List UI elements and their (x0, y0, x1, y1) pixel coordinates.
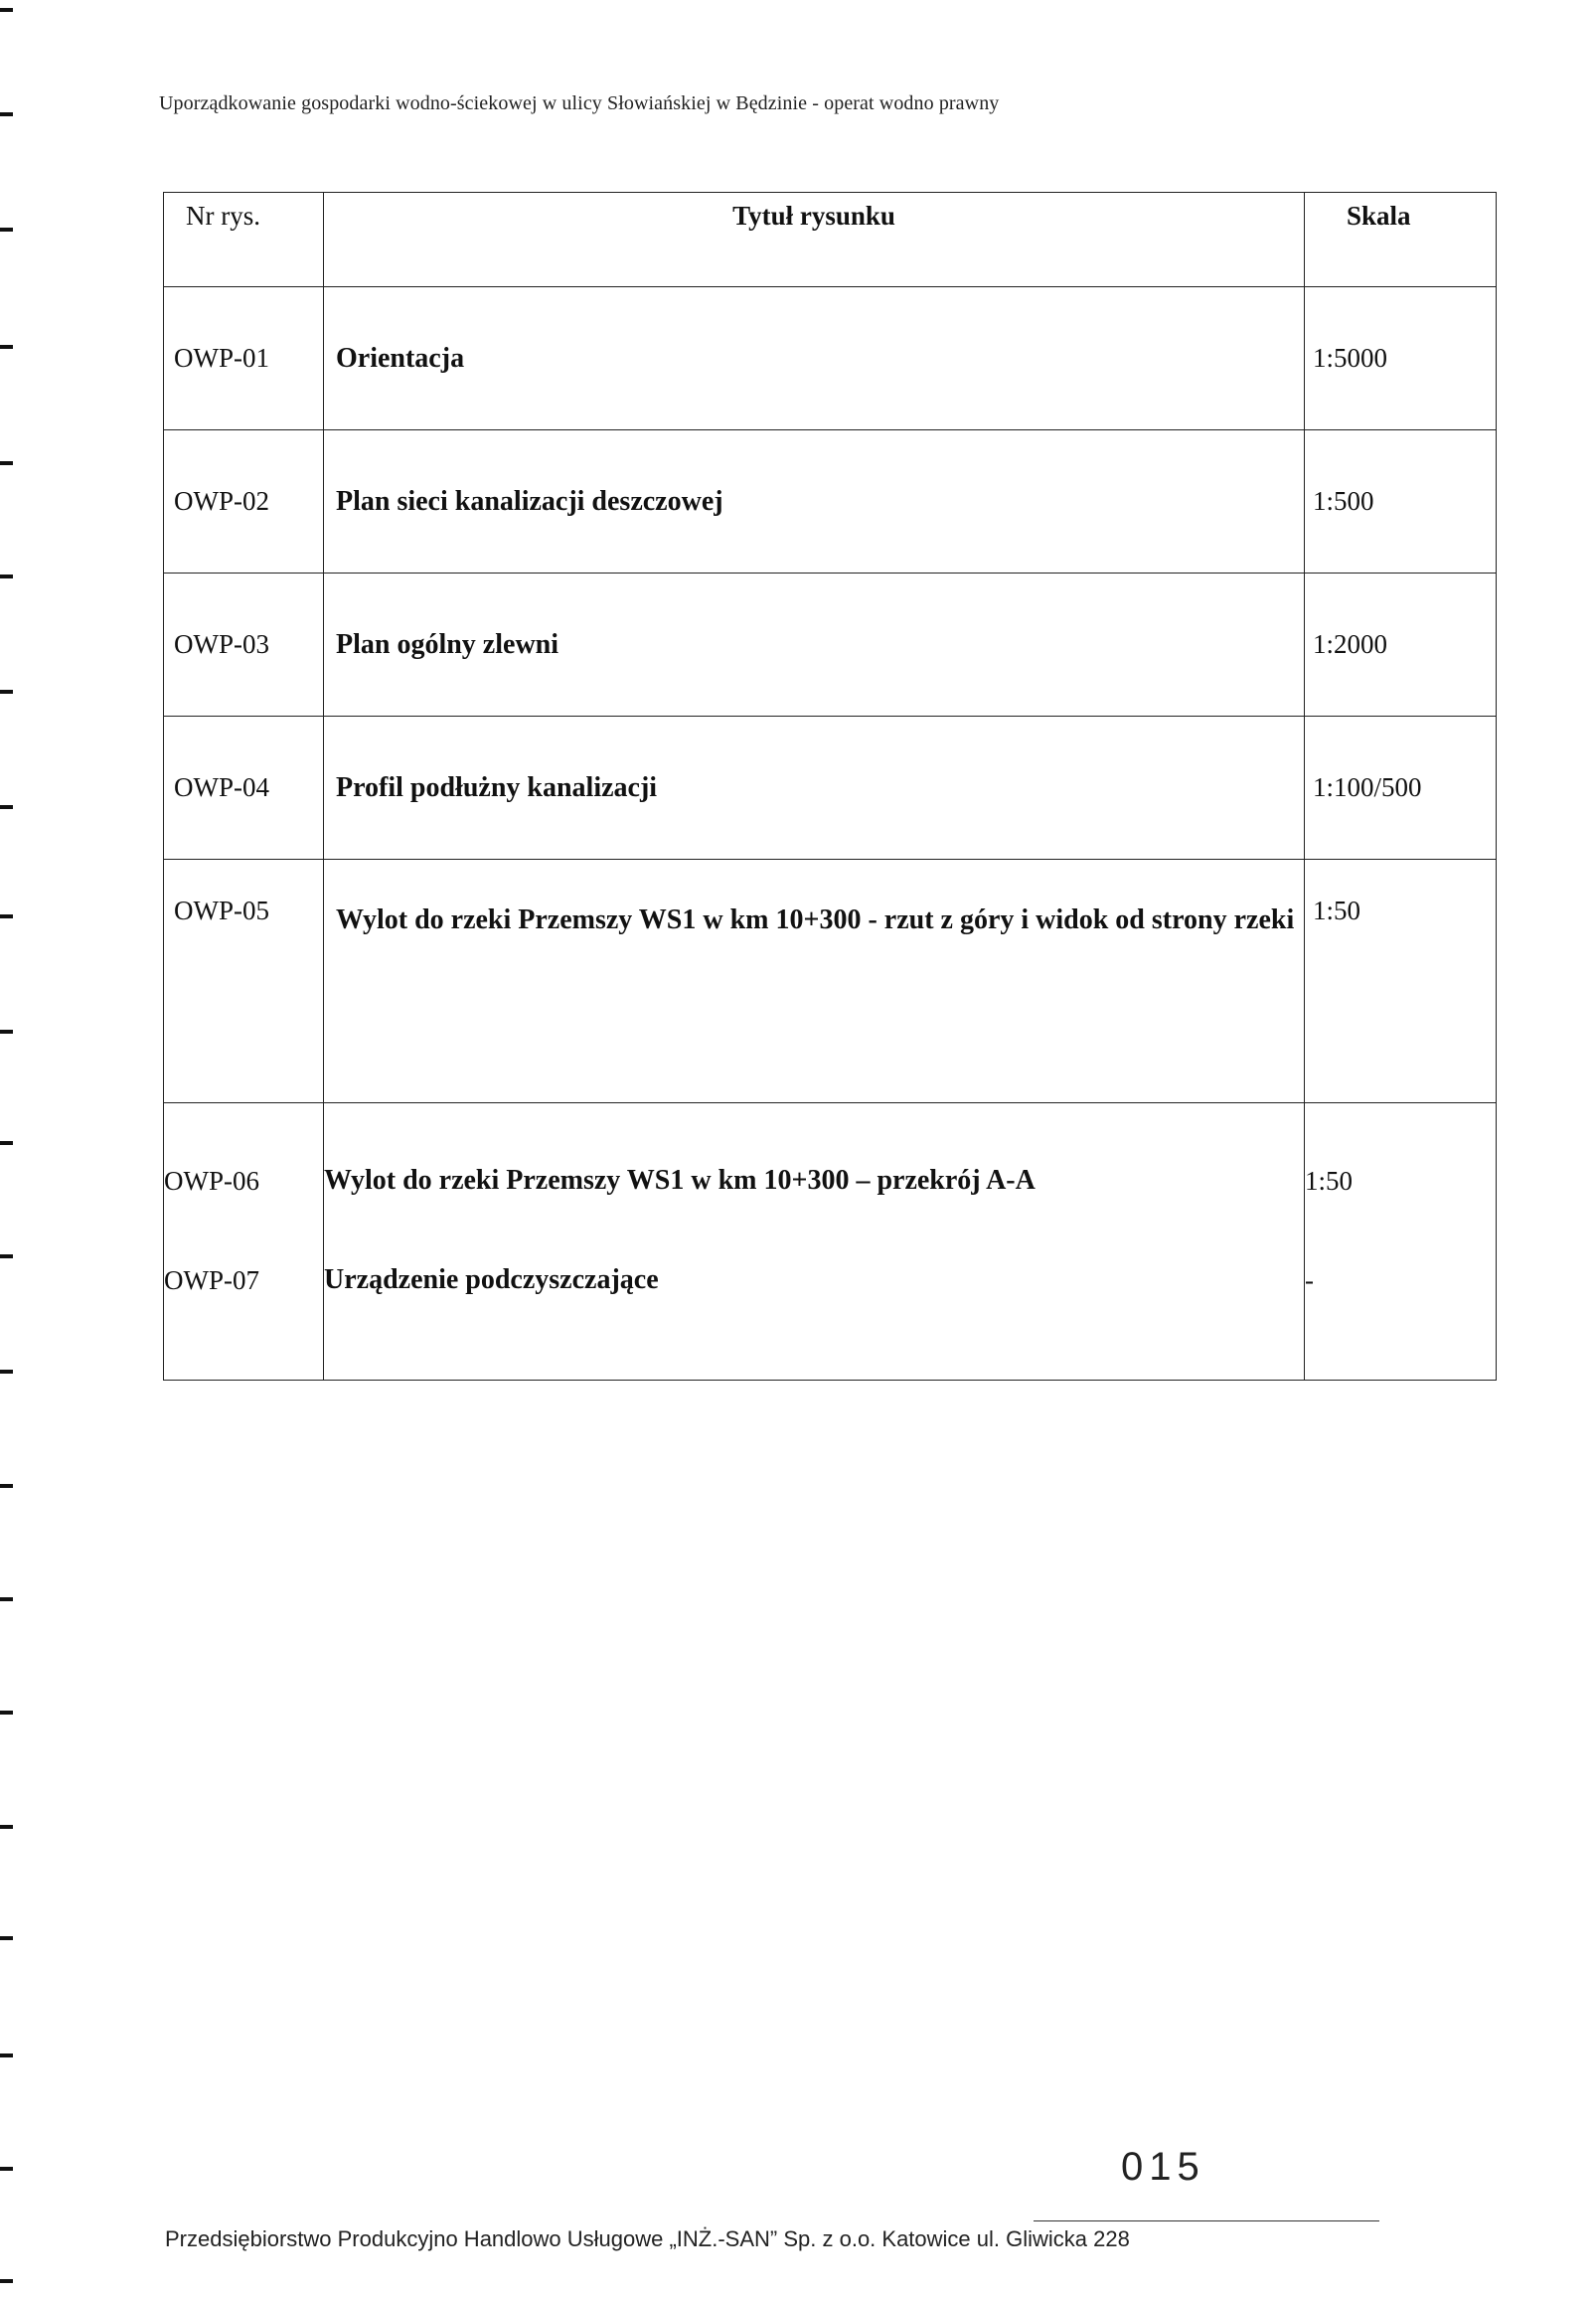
table-row (164, 430, 1497, 574)
drawing-scale: 1:2000 (1305, 574, 1497, 717)
drawing-title: Wylot do rzeki Przemszy WS1 w km 10+300 – przekrój A-A (324, 1165, 1036, 1196)
drawing-scale: 1:50 (1305, 860, 1497, 1103)
margin-mark (0, 805, 13, 809)
drawings-table (163, 192, 1497, 1381)
drawing-number: OWP-07 (164, 1264, 259, 1295)
margin-mark (0, 1936, 13, 1940)
margin-mark (0, 2279, 13, 2283)
drawing-scale: 1:50 (1305, 1165, 1354, 1196)
column-header-scale: Skala (1305, 193, 1497, 287)
drawing-number: OWP-02 (164, 430, 324, 574)
margin-mark (0, 461, 13, 465)
drawing-scale: 1:5000 (1305, 287, 1497, 430)
margin-mark (0, 1484, 13, 1488)
drawing-title: Plan sieci kanalizacji deszczowej (324, 430, 1305, 574)
drawing-scale: - (1305, 1264, 1314, 1295)
margin-mark (0, 112, 13, 116)
margin-mark (0, 1597, 13, 1601)
table-header-row (164, 193, 1497, 287)
margin-mark (0, 2167, 13, 2171)
drawing-number: OWP-01 (164, 287, 324, 430)
drawing-title: Urządzenie podczyszczające (324, 1264, 659, 1295)
table-row (164, 717, 1497, 860)
margin-mark (0, 1711, 13, 1715)
margin-mark (0, 1825, 13, 1829)
drawing-scale: 1:500 (1305, 430, 1497, 574)
drawing-scale-cell (1305, 1103, 1497, 1381)
footer-rule (1034, 2220, 1379, 2221)
table-row (164, 574, 1497, 717)
margin-mark (0, 345, 13, 349)
margin-mark (0, 1254, 13, 1258)
column-header-nr: Nr rys. (164, 193, 324, 287)
drawing-number: OWP-03 (164, 574, 324, 717)
margin-mark (0, 574, 13, 578)
drawing-title: Orientacja (324, 287, 1305, 430)
margin-mark (0, 1030, 13, 1034)
page-number: 015 (1121, 2145, 1205, 2189)
drawing-scale: 1:100/500 (1305, 717, 1497, 860)
drawing-title: Wylot do rzeki Przemszy WS1 w km 10+300 - rzut z góry i widok od strony rzeki (324, 860, 1305, 1103)
drawing-number-cell (164, 1103, 324, 1381)
document-footer: Przedsiębiorstwo Produkcyjno Handlowo Usługowe „INŻ.-SAN” Sp. z o.o. Katowice ul. Gliwicka 228 (165, 2226, 1130, 2251)
column-header-title: Tytuł rysunku (324, 193, 1305, 287)
table-row (164, 287, 1497, 430)
margin-mark (0, 2053, 13, 2057)
drawing-number: OWP-05 (164, 860, 324, 1103)
drawing-title-cell (324, 1103, 1305, 1381)
margin-mark (0, 1141, 13, 1145)
drawing-number: OWP-04 (164, 717, 324, 860)
drawing-number: OWP-06 (164, 1165, 259, 1196)
margin-mark (0, 914, 13, 918)
document-header: Uporządkowanie gospodarki wodno-ściekowej w ulicy Słowiańskiej w Będzinie - operat wodno prawny (159, 92, 1000, 114)
binder-margin-marks (0, 0, 14, 2298)
drawing-title: Plan ogólny zlewni (324, 574, 1305, 717)
margin-mark (0, 690, 13, 694)
margin-mark (0, 228, 13, 232)
margin-mark (0, 1370, 13, 1374)
table-row (164, 860, 1497, 1103)
margin-mark (0, 8, 13, 12)
table-row-group (164, 1103, 1497, 1381)
drawing-title: Profil podłużny kanalizacji (324, 717, 1305, 860)
